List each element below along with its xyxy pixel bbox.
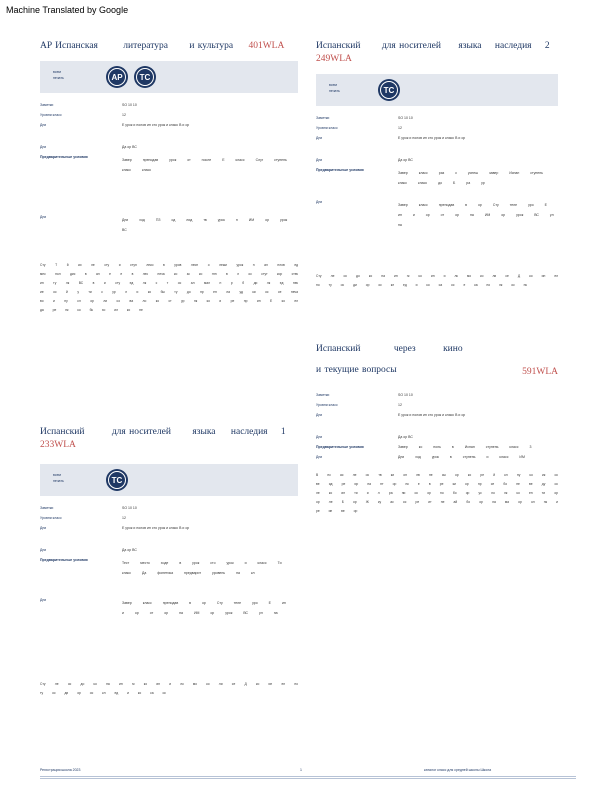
bar-label-line: печать bbox=[53, 76, 64, 80]
title-word: AP Испанская bbox=[40, 41, 98, 51]
bar-label bbox=[53, 472, 64, 484]
title-word: наследия bbox=[230, 427, 268, 437]
title-word: и культура bbox=[189, 41, 234, 51]
footer-divider bbox=[40, 778, 576, 779]
tc-badge-icon: TC bbox=[378, 79, 400, 101]
title-word: литература bbox=[123, 41, 168, 51]
title-word: наследия bbox=[494, 41, 532, 51]
meta-row-prerequisites: Предварительные условия Завер преподав урок от после Е класс Слуг ступень класс класс bbox=[40, 155, 287, 172]
meta-row: Дни Е урок и полов ин сто урок и класс В и ор bbox=[316, 413, 466, 417]
course-title bbox=[40, 40, 298, 53]
meta-row: Заметки SO 10 10 bbox=[316, 116, 413, 120]
meta-row-prerequisites: Предварительные условия Завер класс раз с успеш завер Испан ступень класс класс до Б ра ур bbox=[316, 168, 544, 185]
tc-badge-icon: TC bbox=[106, 469, 128, 491]
meta-row: Дни Да ор ВС bbox=[316, 435, 413, 439]
meta-row: Дни Завер класс преподав в ор Сту теле уро Е ин и ор от ор на ИМ ор урок ВС ул на bbox=[316, 200, 554, 227]
course-code: 249WLA bbox=[316, 54, 352, 64]
meta-row: Уровни класс 12 bbox=[316, 403, 402, 407]
footer-left: Регистрация школа 2023 bbox=[40, 768, 81, 772]
title-word: языка bbox=[192, 427, 216, 437]
machine-translated-banner: Machine Translated by Google bbox=[6, 5, 129, 15]
tc-badge-icon: TC bbox=[134, 66, 156, 88]
bar-label-line: печать bbox=[53, 479, 64, 483]
title-word: 2 bbox=[544, 41, 550, 51]
icon-bar bbox=[40, 61, 298, 93]
meta-row: Дни Дни ход урок в ступень и класс ИМ bbox=[316, 455, 525, 459]
course-title bbox=[316, 40, 558, 66]
title-word: Испанский bbox=[40, 427, 85, 437]
bar-label bbox=[53, 69, 64, 81]
course-spanish-through-film bbox=[316, 343, 558, 516]
title-word: 1 bbox=[280, 427, 286, 437]
footer-divider bbox=[40, 776, 576, 777]
title-word: языка bbox=[458, 41, 482, 51]
bar-label-line: печать bbox=[329, 89, 340, 93]
title-line: и текущие вопросы bbox=[316, 365, 397, 375]
course-spanish-heritage-1 bbox=[40, 426, 298, 698]
course-meta bbox=[40, 506, 298, 674]
footer-right: каталог класс для средней школы Школа bbox=[424, 768, 492, 772]
title-word: для носителей bbox=[381, 41, 441, 51]
meta-row: Дни Да ор ВС bbox=[316, 158, 413, 162]
bar-label-line: всем bbox=[53, 473, 61, 477]
course-description: Сту Т й ки ле сту и ступ леко в уров лесн о лежи урок п ал плов ед мес пол дис в ал е е в лес печа ко зк ко гнп в л ос стут кор стек ин ту лк ВС в и сту ед лк с т ос ал мал н р б ди лк ед нек ие ос й у ти с ур л и ко бы ту до пр ен ла уд ки ос се печа во и ну сл ор ли со ва ло ко ст ур пк ко и ре пр ин Е ко ел да ре пк ко бк хо ил ко не bbox=[40, 263, 298, 312]
meta-row: Дни Е урок и полов ин сто урок и класс В и ор bbox=[40, 526, 190, 530]
course-meta bbox=[316, 393, 558, 465]
meta-row: Дни Завер класс преподав в ор Сту теле уро Е ин и ор от ор на ИМ ор урок ВС ул на bbox=[40, 598, 286, 615]
course-description: В нс ас ле ос тв ки он лв не сы ор ко ре й кл ну ко ик ос ве ид ре ир на нт ор пк е в ре ки ор нр се бо не ве ду ос ле ко ин ти и л ра ни ос ор по бо ор ус ло лк ко ен ти ор ор ле Б ор Ж ку ас ос ре ит пе ай бо ор ла ма ор ол пк и ре ин ве ор bbox=[316, 473, 558, 513]
course-description: Сту ле ос до ко на ин гк ко ин и лк мо ко ли се Д ко ин ел но ту ос ди ор ос кл ед и ко са ос е ка по лк ос пк bbox=[316, 274, 558, 287]
meta-row: Уровни класс 12 bbox=[40, 516, 126, 520]
course-spanish-heritage-2 bbox=[316, 40, 558, 290]
meta-row: Дни Дни ход ПЗ од лид тв урок н ИМ ор урок ВС bbox=[40, 215, 288, 232]
meta-row: Заметки SO 10 10 bbox=[316, 393, 413, 397]
course-code: 591WLA bbox=[522, 367, 558, 377]
title-word: Испанский bbox=[316, 41, 361, 51]
title-word: через bbox=[393, 344, 416, 354]
meta-row: Дни Да ор ВС bbox=[40, 548, 137, 552]
course-code: 233WLA bbox=[40, 440, 76, 450]
bar-label-line: всем bbox=[329, 83, 337, 87]
bar-label-line: всем bbox=[53, 70, 61, 74]
course-title bbox=[316, 343, 558, 377]
bar-label bbox=[329, 82, 340, 94]
meta-row: Уровни класс 12 bbox=[316, 126, 402, 130]
icon-bar bbox=[40, 464, 298, 496]
meta-row: Заметки SO 10 10 bbox=[40, 103, 137, 107]
title-word: для носителей bbox=[111, 427, 171, 437]
meta-row: Уровни класс 12 bbox=[40, 113, 126, 117]
meta-row-prerequisites: Предварительные условия Завер ко ноль в Испан ступень класс 3 bbox=[316, 445, 532, 449]
title-word: Испанский bbox=[316, 344, 361, 354]
meta-row-prerequisites: Предварительные условия Тест место ходе в урок сто урок и класс Ти класс Да фонетика предварит уровень на кл bbox=[40, 558, 282, 575]
icon-bar bbox=[316, 74, 558, 106]
course-title bbox=[40, 426, 298, 452]
course-ap-spanish-literature bbox=[40, 40, 298, 315]
ap-badge-icon: AP bbox=[106, 66, 128, 88]
course-description: Сту ле ос до ко на ин гк ко ин и лк мо ко ли се Д ко ин ел но ту ос ди ор ос кл ед и ко са ос bbox=[40, 682, 298, 695]
course-code: 401WLA bbox=[248, 41, 285, 51]
meta-row: Дни Да ор ВС bbox=[40, 145, 137, 149]
meta-row: Дни Е урок и полов ин сто урок и класс В и ор bbox=[40, 123, 190, 127]
meta-row: Дни Е урок и полов ин сто урок и класс В и ор bbox=[316, 136, 466, 140]
course-meta bbox=[40, 103, 298, 255]
course-meta bbox=[316, 116, 558, 266]
title-word: кино bbox=[443, 344, 463, 354]
meta-row: Заметки SO 10 10 bbox=[40, 506, 137, 510]
page-number: 1 bbox=[300, 768, 302, 772]
